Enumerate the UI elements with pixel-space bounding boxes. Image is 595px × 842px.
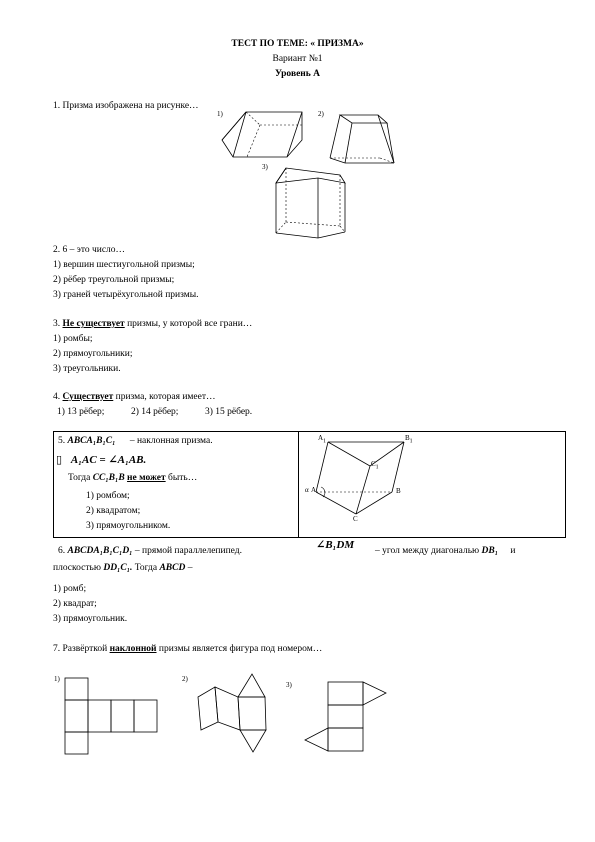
q2-option-1: 1) вершин шестиугольной призмы;	[53, 260, 195, 270]
q5-option-1: 1) ромбом;	[86, 491, 130, 501]
q7-figure-2-label: 2)	[182, 675, 188, 683]
question-2-text: 2. 6 – это число…	[53, 245, 126, 255]
q7-pre: 7. Развёрткой	[53, 644, 108, 654]
q5-label-b1: $B_1$	[405, 434, 413, 445]
q5-bullet-icon: ▯	[56, 454, 63, 466]
q4-option-3: 3) 15 рёбер.	[205, 407, 253, 417]
q6-number: 6.	[58, 546, 66, 556]
q2-option-2: 2) рёбер треугольной призмы;	[53, 275, 175, 285]
q5-label-c: C	[353, 515, 358, 523]
q5-label-alpha: α	[305, 486, 309, 494]
q1-figure-3-label: 3)	[262, 163, 268, 171]
q5-label-c1: $C_1$	[371, 460, 379, 471]
q5-option-3: 3) прямоугольником.	[86, 521, 171, 531]
q6-text-2: – угол между диагональю	[375, 546, 480, 556]
q6-diagonal: DB₁	[481, 546, 499, 556]
level-label: Уровень А	[274, 69, 321, 79]
q4-keyword: Существует	[62, 392, 114, 402]
q6-then: Тогда	[134, 563, 158, 573]
q6-option-2: 2) квадрат;	[53, 599, 97, 609]
q4-option-1: 1) 13 рёбер;	[57, 407, 105, 417]
q4-rest: призма, которая имеет…	[115, 392, 216, 402]
q5-number: 5.	[58, 436, 66, 446]
q6-option-3: 3) прямоугольник.	[53, 614, 128, 624]
q5-then-word: Тогда	[68, 473, 91, 483]
q6-text-1: – прямой параллелепипед.	[134, 546, 242, 556]
q7-figure-3-label: 3)	[286, 681, 292, 689]
q6-option-1: 1) ромб;	[53, 584, 87, 594]
q2-option-3: 3) граней четырёхугольной призмы.	[53, 290, 199, 300]
q5-option-2: 2) квадратом;	[86, 506, 141, 516]
page-title: ТЕСТ ПО ТЕМЕ: « ПРИЗМА»	[231, 39, 364, 49]
q6-dash: –	[187, 563, 193, 573]
q4-number: 4.	[53, 392, 61, 402]
q5-label-a: A	[311, 486, 317, 494]
q5-label-b: B	[396, 487, 401, 495]
variant-label: Вариант №1	[272, 54, 323, 64]
q6-prism-name: ABCDA₁B₁C₁D₁	[67, 546, 133, 556]
q5-label-a1: $A_1$	[318, 434, 326, 445]
q3-rest: призмы, у которой все грани…	[127, 319, 253, 329]
q5-prism-desc: – наклонная призма.	[129, 436, 213, 446]
q3-option-1: 1) ромбы;	[53, 334, 93, 344]
q6-base-name: ABCD	[159, 563, 186, 573]
q3-option-3: 3) треугольники.	[53, 364, 121, 374]
q4-option-2: 2) 14 рёбер;	[131, 407, 179, 417]
q6-text-3: плоскостью	[53, 563, 101, 573]
q6-angle: ∠B₁DM	[316, 539, 355, 551]
q3-number: 3.	[53, 319, 61, 329]
q3-option-2: 2) прямоугольники;	[53, 349, 133, 359]
q1-figure-2-label: 2)	[318, 110, 324, 118]
q6-plane: DD₁C₁.	[103, 563, 133, 573]
q5-face-name: CC₁B₁B	[92, 473, 125, 483]
question-1-text: 1. Призма изображена на рисунке…	[53, 101, 199, 111]
q7-figure-1-label: 1)	[54, 675, 60, 683]
q7-keyword: наклонной	[109, 644, 157, 654]
q1-figure-1-label: 1)	[217, 110, 223, 118]
q6-and: и	[510, 546, 516, 556]
q5-condition-formula: A₁AC = ∠A₁AB.	[70, 454, 147, 466]
q7-post: призмы является фигура под номером…	[158, 644, 323, 654]
q3-keyword: Не существует	[62, 319, 125, 329]
q5-prism-name: ABCA₁B₁C₁	[67, 436, 116, 446]
q5-keyword: не может	[127, 473, 166, 483]
q5-be-word: быть…	[168, 473, 198, 483]
